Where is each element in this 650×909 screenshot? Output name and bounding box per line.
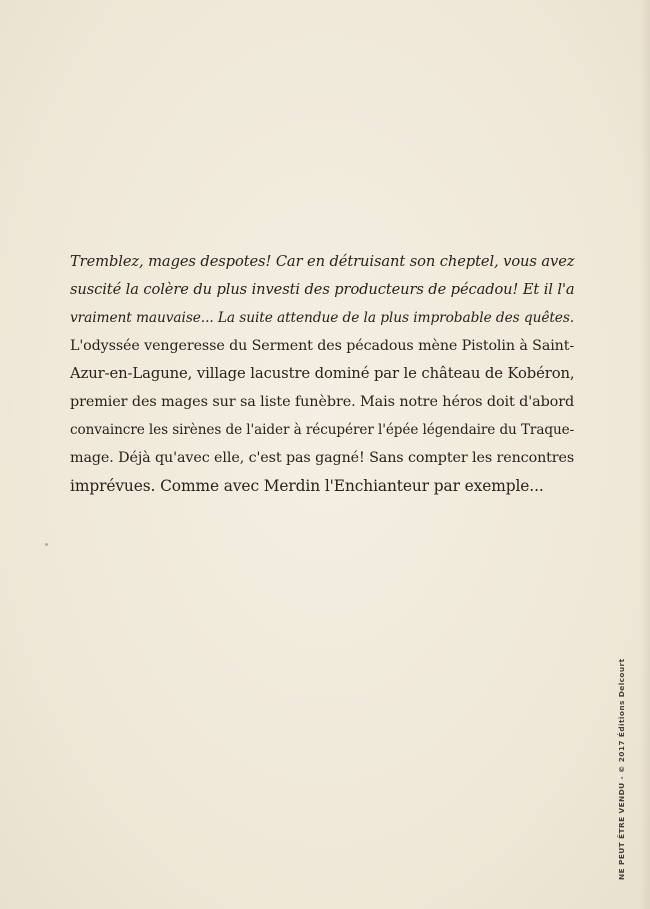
legal-notice: NE PEUT ÊTRE VENDU - © 2017 Éditions Delcourt [617,658,626,880]
blurb-line: Azur-en-Lagune, village lacustre dominé par le château de Kobéron, [70,365,575,382]
blurb-line: imprévues. Comme avec Merdin l'Enchianteur par exemple... [70,477,544,495]
blurb-line: convaincre les sirènes de l'aider à récupérer l'épée légendaire du Traque- [70,422,575,438]
blurb-italic-line: suscité la colère du plus investi des producteurs de pécadou! Et il l'a [70,281,575,298]
paper-speck [45,543,48,546]
blurb-line: premier des mages sur sa liste funèbre. Mais notre héros doit d'abord [70,394,575,410]
blurb-italic-line: vraiment mauvaise... La suite attendue de la plus improbable des quêtes. [70,310,575,326]
blurb-line: mage. Déjà qu'avec elle, c'est pas gagné! Sans compter les rencontres [70,450,575,466]
blurb-line: L'odyssée vengeresse du Serment des pécadous mène Pistolin à Saint- [70,338,575,354]
page-edge-shadow [640,0,650,909]
blurb-italic-line: Tremblez, mages despotes! Car en détruisant son cheptel, vous avez [70,253,575,270]
blurb-text [70,248,575,500]
